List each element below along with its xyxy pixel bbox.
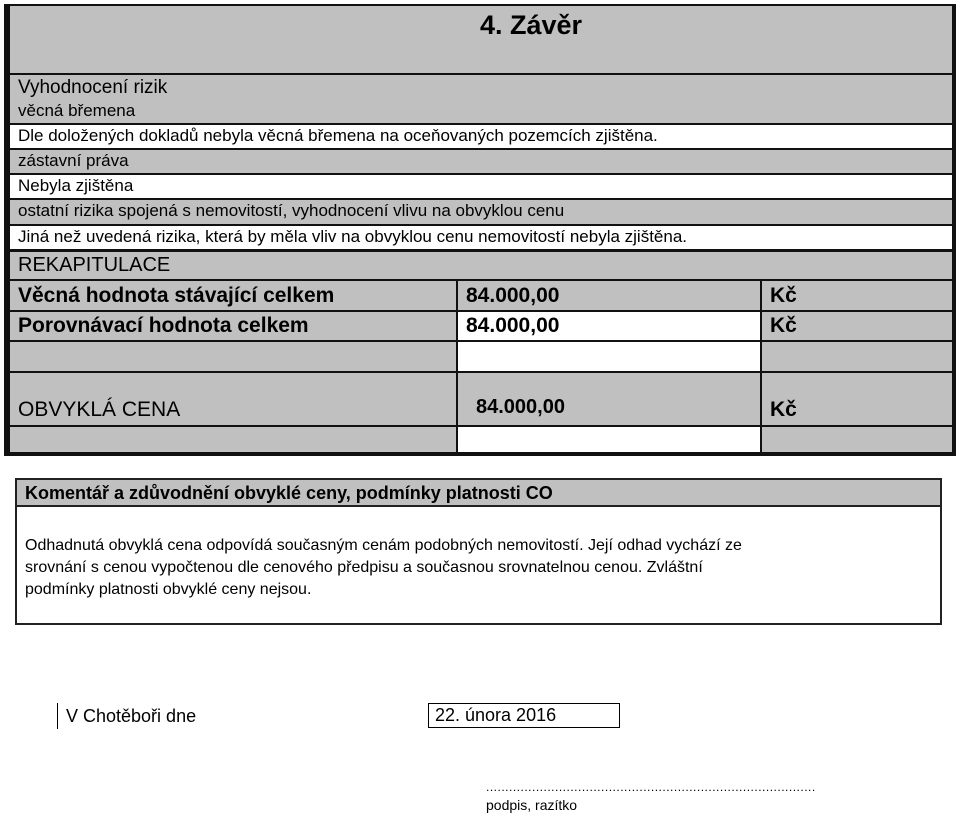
empty-cell	[458, 342, 760, 371]
place-label: V Chotěboři dne	[57, 703, 196, 729]
material-value-label: Věcná hodnota stávající celkem	[10, 281, 456, 310]
easements-text: Dle doložených dokladů nebyla věcná břemena na oceňovaných pozemcích zjištěna.	[10, 125, 952, 148]
usual-price-unit: Kč	[762, 373, 952, 425]
liens-text: Nebyla zjištěna	[10, 175, 952, 198]
liens-label: zástavní práva	[10, 150, 952, 173]
risk-heading: Vyhodnocení rizik	[10, 75, 952, 100]
comment-text	[25, 535, 930, 601]
usual-price-label: OBVYKLÁ CENA	[10, 373, 456, 425]
section-title: 4. Závěr	[10, 6, 952, 73]
signature-caption: podpis, razítko	[486, 797, 578, 813]
comment-box	[15, 478, 942, 625]
usual-price-amount: 84.000,00	[458, 373, 760, 425]
empty-cell	[458, 427, 760, 452]
comment-line: srovnání s cenou vypočtenou dle cenového předpisu a současnou srovnatelnou cenou. Zvláštní	[25, 559, 703, 576]
empty-cell	[762, 342, 952, 371]
comparative-value-label: Porovnávací hodnota celkem	[10, 312, 456, 340]
empty-cell	[10, 427, 456, 452]
comparative-value-amount: 84.000,00	[458, 312, 760, 340]
other-risks-text: Jiná než uvedená rizika, která by měla vliv na obvyklou cenu nemovitostí nebyla zjištěna.	[10, 226, 952, 249]
material-value-unit: Kč	[762, 281, 952, 310]
empty-cell	[762, 427, 952, 452]
comparative-value-unit: Kč	[762, 312, 952, 340]
other-risks-label: ostatní rizika spojená s nemovitostí, vyhodnocení vlivu na obvyklou cenu	[10, 200, 952, 224]
comment-heading: Komentář a zdůvodnění obvyklé ceny, podmínky platnosti CO	[17, 480, 940, 507]
date-field: 22. února 2016	[428, 703, 620, 728]
material-value-amount: 84.000,00	[458, 281, 760, 310]
signature-line: ......................................................................................	[486, 780, 816, 794]
easements-label: věcná břemena	[10, 100, 952, 123]
recap-heading: REKAPITULACE	[10, 252, 952, 279]
empty-cell	[10, 342, 456, 371]
comment-line: Odhadnutá obvyklá cena odpovídá současným cenám podobných nemovitostí. Její odhad vychází ze	[25, 537, 742, 554]
comment-line: podmínky platnosti obvyklé ceny nejsou.	[25, 581, 312, 598]
summary-sheet	[4, 4, 956, 456]
